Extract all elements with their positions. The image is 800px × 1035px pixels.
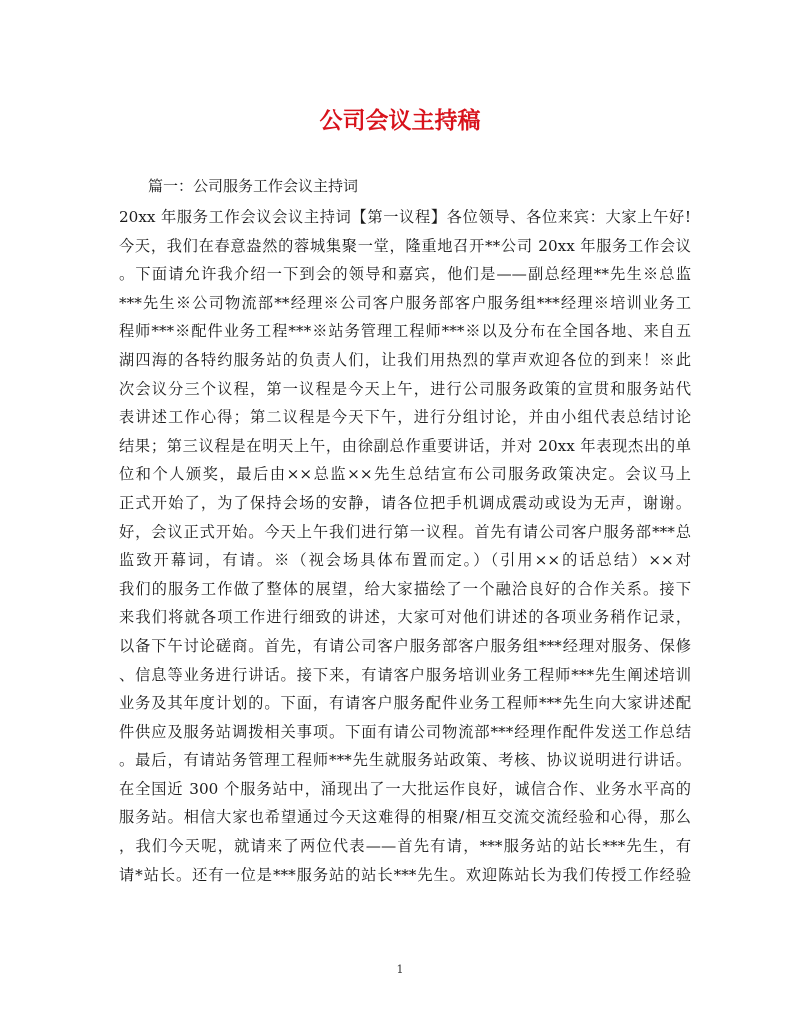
page-number: 1 [396, 963, 404, 976]
body-line: 件供应及服务站调拨相关事项。下面有请公司物流部***经理作配件发送工作总结 [119, 722, 691, 741]
body-line: 。最后，有请站务管理工程师***先生就服务站政策、考核、协议说明进行讲话。 [119, 751, 691, 770]
body-line: ***先生※公司物流部**经理※公司客户服务部客户服务组***经理※培训业务工 [119, 293, 691, 312]
body-line: 湖四海的各特约服务站的负责人们，让我们用热烈的掌声欢迎各位的到来！※此 [119, 350, 691, 369]
body-line: 以备下午讨论磋商。首先，有请公司客户服务部客户服务组***经理对服务、保修 [119, 636, 691, 655]
body-text [119, 203, 691, 889]
body-line: 请*站长。还有一位是***服务站的站长***先生。欢迎陈站长为我们传授工作经验 [119, 865, 691, 884]
body-line: 位和个人颁奖，最后由××总监××先生总结宣布公司服务政策决定。会议马上 [119, 465, 691, 484]
body-line: 服务站。相信大家也希望通过今天这难得的相聚/相互交流交流经验和心得，那么 [119, 808, 691, 827]
body-line: 。下面请允许我介绍一下到会的领导和嘉宾，他们是——副总经理**先生※总监 [119, 265, 691, 284]
body-line: 监致开幕词，有请。※（视会场具体布置而定。）（引用××的话总结）××对 [119, 551, 691, 570]
body-line: 、信息等业务进行讲话。接下来，有请客户服务培训业务工程师***先生阐述培训 [119, 665, 691, 684]
body-line: 好，会议正式开始。今天上午我们进行第一议程。首先有请公司客户服务部***总 [119, 522, 691, 541]
body-line: 程师***※配件业务工程***※站务管理工程师***※以及分布在全国各地、来自五 [119, 322, 691, 341]
body-line: 我们的服务工作做了整体的展望，给大家描绘了一个融洽良好的合作关系。接下 [119, 579, 691, 598]
body-line: 今天，我们在春意盎然的蓉城集聚一堂，隆重地召开**公司 20xx 年服务工作会议 [119, 236, 691, 255]
body-line: 正式开始了，为了保持会场的安静，请各位把手机调成震动或设为无声，谢谢。 [119, 493, 691, 512]
body-line: 结果；第三议程是在明天上午，由徐副总作重要讲话，并对 20xx 年表现杰出的单 [119, 436, 691, 455]
document-title: 公司会议主持稿 [319, 108, 481, 134]
body-line: 来我们将就各项工作进行细致的讲述，大家可对他们讲述的各项业务稍作记录， [119, 608, 691, 627]
body-line: 次会议分三个议程，第一议程是今天上午，进行公司服务政策的宣贯和服务站代 [119, 379, 691, 398]
body-line: 20xx 年服务工作会议会议主持词【第一议程】各位领导、各位来宾：大家上午好! [119, 208, 691, 226]
body-line: 表讲述工作心得；第二议程是今天下午，进行分组讨论，并由小组代表总结讨论 [119, 408, 691, 427]
section-subtitle: 篇一：公司服务工作会议主持词 [148, 177, 359, 195]
body-line: 在全国近 300 个服务站中，涌现出了一大批运作良好，诚信合作、业务水平高的 [119, 779, 691, 798]
body-line: ，我们今天呢，就请来了两位代表——首先有请，***服务站的站长***先生，有 [119, 837, 691, 856]
body-line: 业务及其年度计划的。下面，有请客户服务配件业务工程师***先生向大家讲述配 [119, 694, 691, 713]
